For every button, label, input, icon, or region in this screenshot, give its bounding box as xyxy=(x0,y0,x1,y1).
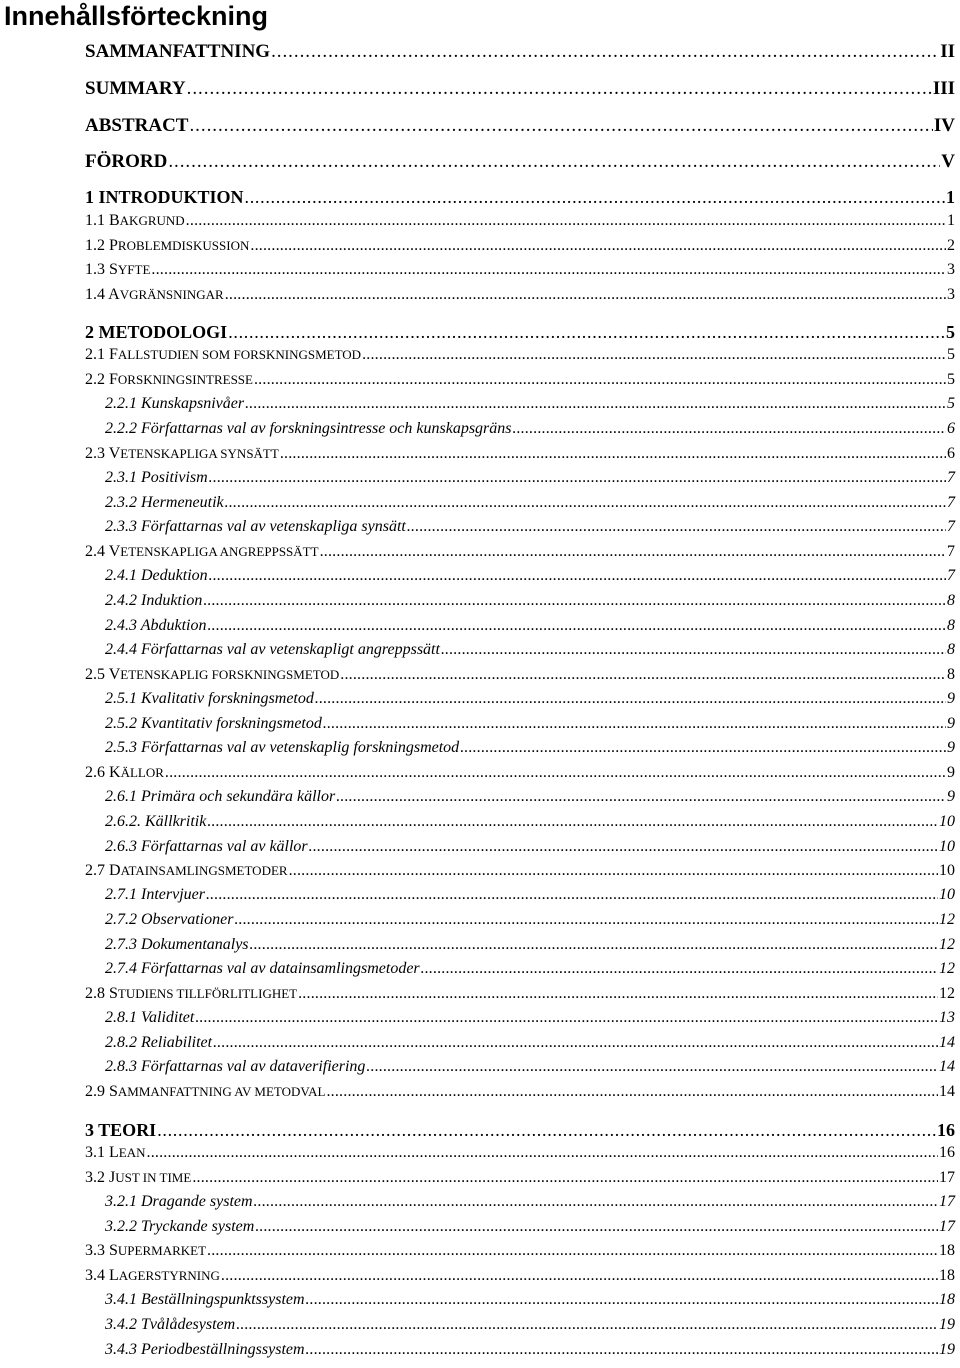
dot-leader xyxy=(225,286,946,302)
dot-leader xyxy=(255,1218,938,1234)
dot-leader xyxy=(366,1058,938,1074)
toc-entry[interactable] xyxy=(85,286,955,304)
dot-leader xyxy=(157,1120,936,1138)
toc-entry-page: 12 xyxy=(939,985,955,1002)
toc-entry-page: 16 xyxy=(937,1120,955,1140)
toc-entry-label xyxy=(105,567,208,585)
toc-entry-number-title: 2.7.3 Dokumentanalys xyxy=(105,936,249,953)
toc-entry-title-rest: ETENSKAPLIGA SYNSÄTT xyxy=(120,446,279,461)
toc-entry-label xyxy=(105,715,322,733)
toc-entry[interactable] xyxy=(85,115,955,137)
dot-leader xyxy=(320,543,946,559)
toc-entry[interactable] xyxy=(85,1169,955,1187)
dot-leader xyxy=(254,371,946,387)
dot-leader xyxy=(192,1169,938,1185)
toc-entry-label xyxy=(105,469,208,487)
toc-entry-number-title: 2.3.1 Positivism xyxy=(105,469,208,486)
toc-entry-label xyxy=(105,690,314,708)
toc-entry[interactable] xyxy=(105,641,955,659)
toc-entry-page: 17 xyxy=(939,1193,955,1210)
toc-entry[interactable] xyxy=(105,469,955,487)
dot-leader xyxy=(207,1242,938,1258)
toc-entry-label xyxy=(85,543,319,561)
toc-entry-page: 17 xyxy=(939,1218,955,1235)
toc-entry-page: 10 xyxy=(939,838,955,855)
toc-entry-title-rest: EAN xyxy=(118,1145,146,1160)
toc-entry-page: 12 xyxy=(939,960,955,977)
toc-entry-page: 18 xyxy=(939,1291,955,1308)
toc-entry-label xyxy=(85,187,244,208)
toc-entry[interactable] xyxy=(105,420,955,438)
toc-entry[interactable] xyxy=(105,567,955,585)
dot-leader xyxy=(245,395,946,411)
toc-entry-label xyxy=(105,813,206,831)
toc-entry[interactable] xyxy=(105,1316,955,1334)
dot-leader xyxy=(421,960,938,976)
toc-entry-number-title: 2.7.2 Observationer xyxy=(105,911,234,928)
toc-entry-page: 18 xyxy=(939,1267,955,1284)
toc-entry-number-title: 3.3 xyxy=(85,1242,109,1259)
toc-entry-title-rest: ÄLLOR xyxy=(120,765,164,780)
dot-leader xyxy=(213,1034,938,1050)
toc-entry-page: 10 xyxy=(939,862,955,879)
toc-entry-number-title: 2.6.1 Primära och sekundära källor xyxy=(105,788,336,805)
toc-entry[interactable] xyxy=(85,666,955,684)
dot-leader xyxy=(187,78,932,97)
toc-entry-number-title: 2.5 xyxy=(85,666,109,683)
dot-leader xyxy=(306,1341,938,1357)
toc-entry-label xyxy=(105,395,244,413)
toc-entry[interactable] xyxy=(85,445,955,463)
dot-leader xyxy=(165,764,946,780)
toc-entry-label xyxy=(105,1193,253,1211)
dot-leader xyxy=(250,936,938,952)
dot-leader xyxy=(207,617,946,633)
toc-entry-initial: S xyxy=(109,985,118,1002)
toc-entry-label xyxy=(105,592,202,610)
toc-entry-label xyxy=(85,237,249,255)
toc-entry-page: 14 xyxy=(939,1083,955,1100)
dot-leader xyxy=(234,911,938,927)
toc-entry-page: 18 xyxy=(939,1242,955,1259)
toc-entry[interactable] xyxy=(105,886,955,904)
toc-entry-page: 9 xyxy=(947,739,955,756)
toc-entry[interactable] xyxy=(85,212,955,230)
dot-leader xyxy=(407,518,946,534)
toc-entry[interactable] xyxy=(105,813,955,831)
toc-entry-number-title: 2.1 xyxy=(85,346,109,363)
toc-entry[interactable] xyxy=(105,715,955,733)
toc-entry-number-title: 2.2 xyxy=(85,371,109,388)
toc-entry-label xyxy=(85,1120,156,1141)
toc-entry-page: 8 xyxy=(947,666,955,683)
toc-entry-initial: S xyxy=(109,261,118,278)
toc-entry[interactable] xyxy=(105,592,955,610)
toc-entry-page: 13 xyxy=(939,1009,955,1026)
toc-entry-label xyxy=(85,666,339,684)
toc-entry-initial: P xyxy=(109,237,118,254)
dot-leader xyxy=(460,739,946,755)
dot-leader xyxy=(289,862,938,878)
toc-entry-title-rest: VGRÄNSNINGAR xyxy=(119,287,224,302)
toc-entry-label xyxy=(105,518,406,536)
toc-entry-initial: B xyxy=(109,212,120,229)
toc-entry-number-title: 2.8.2 Reliabilitet xyxy=(105,1034,213,1051)
toc-entry-label xyxy=(105,1316,235,1334)
toc-entry-number-title: 2.3 xyxy=(85,445,109,462)
toc-entry[interactable] xyxy=(105,1034,955,1052)
toc-entry-title-rest: AKGRUND xyxy=(119,213,185,228)
toc-entry-label xyxy=(85,1144,146,1162)
dot-leader xyxy=(168,151,940,170)
toc-entry-number-title: 2.4.1 Deduktion xyxy=(105,567,208,584)
toc-entry-page: 5 xyxy=(946,322,955,342)
toc-entry-title-rest: ETENSKAPLIGA ANGREPPSSÄTT xyxy=(120,544,319,559)
dot-leader xyxy=(186,212,946,228)
toc-entry[interactable] xyxy=(105,494,955,512)
toc-entry-page: 7 xyxy=(947,543,955,560)
dot-leader xyxy=(245,187,945,205)
dot-leader xyxy=(340,666,946,682)
toc-entry-page: 7 xyxy=(947,469,955,486)
toc-entry-initial: L xyxy=(109,1144,119,1161)
toc-entry-number-title: 2.7.1 Intervjuer xyxy=(105,886,205,903)
toc-entry-number-title: 3.1 xyxy=(85,1144,109,1161)
toc-entry-page: 12 xyxy=(939,911,955,928)
toc-entry-page: 19 xyxy=(939,1316,955,1333)
toc-entry-number-title: 2 METODOLOGI xyxy=(85,322,228,342)
toc-entry-number-title: 2.8.1 Validitet xyxy=(105,1009,195,1026)
toc-title: Innehållsförteckning xyxy=(4,1,269,31)
toc-entry-label xyxy=(105,936,249,954)
toc-entry[interactable] xyxy=(105,1058,955,1076)
toc-entry-label xyxy=(105,886,205,904)
toc-entry-number-title: 2.4.2 Induktion xyxy=(105,592,203,609)
toc-entry-number-title: 3.4.2 Tvålådesystem xyxy=(105,1316,236,1333)
toc-entry-label xyxy=(105,1291,305,1309)
toc-entry-label xyxy=(85,1242,206,1260)
toc-entry-number-title: 2.5.1 Kvalitativ forskningsmetod xyxy=(105,690,314,707)
toc-entry-label xyxy=(105,739,459,757)
dot-leader xyxy=(236,1316,938,1332)
toc-entry-label xyxy=(85,764,164,782)
toc-entry-title-rest: AMMANFATTNING AV METODVAL xyxy=(117,1084,326,1099)
toc-entry-page: 5 xyxy=(947,346,955,363)
dot-leader xyxy=(221,1267,938,1283)
toc-entry-label xyxy=(85,78,186,100)
toc-entry-page: 19 xyxy=(939,1341,955,1358)
toc-entry-number-title: 2.3.3 Författarnas val av vetenskapliga synsätt xyxy=(105,518,406,535)
toc-entry-page: 9 xyxy=(947,764,955,781)
toc-entry-title-rest: ALLSTUDIEN SOM FORSKNINGSMETOD xyxy=(117,347,362,362)
toc-entry-initial: V xyxy=(108,666,121,683)
toc-entry-label xyxy=(105,1058,365,1076)
dot-leader xyxy=(250,237,946,253)
dot-leader xyxy=(326,1083,938,1099)
toc-entry-title-rest: TUDIENS TILLFÖRLITLIGHET xyxy=(117,986,298,1001)
toc-entry-number-title: 1.2 xyxy=(85,237,109,254)
toc-entry-label xyxy=(85,862,288,880)
toc-entry-number-title: 3.2.1 Dragande system xyxy=(105,1193,253,1210)
toc-entry-number-title: 3.4.3 Periodbeställningssystem xyxy=(105,1341,305,1358)
toc-entry-label xyxy=(85,1083,325,1101)
toc-entry-page: 3 xyxy=(947,261,955,278)
toc-entry-page: 10 xyxy=(939,886,955,903)
toc-entry[interactable] xyxy=(105,1291,955,1309)
toc-entry-page: 8 xyxy=(947,617,955,634)
toc-entry[interactable] xyxy=(85,371,955,389)
toc-entry-initial: K xyxy=(109,764,121,781)
toc-entry[interactable] xyxy=(85,862,955,880)
toc-entry-title-rest: SAMMANFATTNING xyxy=(85,41,271,62)
dot-leader xyxy=(280,445,946,461)
toc-entry-label xyxy=(105,1218,254,1236)
toc-entry-page: 2 xyxy=(947,237,955,254)
toc-entry-number-title: 2.8 xyxy=(85,985,109,1002)
toc-entry-page: 1 xyxy=(947,212,955,229)
toc-entry-number-title: 2.3.2 Hermeneutik xyxy=(105,494,224,511)
toc-entry-page: 17 xyxy=(939,1169,955,1186)
toc-entry-number-title: 2.6.3 Författarnas val av källor xyxy=(105,838,308,855)
dot-leader xyxy=(298,985,938,1001)
dot-leader xyxy=(206,886,938,902)
toc-entry[interactable] xyxy=(85,543,955,561)
dot-leader xyxy=(309,838,938,854)
toc-entry-title-rest: ATAINSAMLINGSMETODER xyxy=(120,863,288,878)
toc-entry-initial: A xyxy=(108,286,120,303)
toc-entry-page: 14 xyxy=(939,1034,955,1051)
toc-entry-number-title: 2.6 xyxy=(85,764,109,781)
toc-entry-label xyxy=(105,494,224,512)
toc-entry[interactable] xyxy=(85,764,955,782)
toc-entry-number-title: 2.9 xyxy=(85,1083,109,1100)
toc-entry-initial: D xyxy=(109,862,121,879)
toc-entry-page: IV xyxy=(933,115,955,136)
dot-leader xyxy=(189,115,932,134)
toc-entry[interactable] xyxy=(85,1083,955,1101)
toc-entry[interactable] xyxy=(105,838,955,856)
dot-leader xyxy=(147,1144,939,1160)
toc-entry-number-title: 3 TEORI xyxy=(85,1120,157,1140)
dot-leader xyxy=(228,322,945,340)
toc-entry-number-title: 2.4.3 Abduktion xyxy=(105,617,207,634)
toc-entry-initial: J xyxy=(109,1169,116,1186)
toc-entry-page: 9 xyxy=(947,690,955,707)
toc-entry-title-rest: FÖRORD xyxy=(85,151,168,172)
toc-entry[interactable] xyxy=(85,1242,955,1260)
toc-entry-label xyxy=(85,115,188,137)
toc-entry-label xyxy=(105,838,308,856)
dot-leader xyxy=(336,788,946,804)
toc-entry-number-title: 2.6.2. Källkritik xyxy=(105,813,207,830)
toc-entry-title-rest: UPERMARKET xyxy=(117,1243,207,1258)
toc-entry-number-title: 3.4 xyxy=(85,1267,109,1284)
dot-leader xyxy=(209,469,946,485)
dot-leader xyxy=(203,592,946,608)
toc-entry-title-rest: YFTE xyxy=(117,262,151,277)
toc-entry-label xyxy=(105,1009,194,1027)
toc-entry-label xyxy=(105,1034,212,1052)
toc-entry-page: 16 xyxy=(939,1144,955,1161)
toc-entry-label xyxy=(105,641,440,659)
toc-entry-number-title: 2.2.2 Författarnas val av forskningsintresse och kunskapsgräns xyxy=(105,420,512,437)
toc-entry-page: 7 xyxy=(947,567,955,584)
dot-leader xyxy=(513,420,947,436)
toc-entry-title-rest: ROBLEMDISKUSSION xyxy=(117,238,250,253)
toc-entry-number-title: 2.7 xyxy=(85,862,109,879)
toc-entry-label xyxy=(85,346,361,364)
toc-entry-initial: L xyxy=(109,1267,119,1284)
toc-entry-label xyxy=(105,960,420,978)
dot-leader xyxy=(315,690,946,706)
toc-entry[interactable] xyxy=(105,960,955,978)
toc-entry-number-title: 2.5.3 Författarnas val av vetenskaplig forskningsmetod xyxy=(105,739,460,756)
toc-entry-page: 14 xyxy=(939,1058,955,1075)
toc-entry[interactable] xyxy=(85,237,955,255)
toc-entry-number-title: 1 INTRODUKTION xyxy=(85,187,244,207)
toc-entry-page: 9 xyxy=(947,788,955,805)
toc-entry-page: 3 xyxy=(947,286,955,303)
toc-entry-title-rest: ORSKNINGSINTRESSE xyxy=(117,372,253,387)
toc-entry-page: 6 xyxy=(947,445,955,462)
toc-entry-number-title: 3.2 xyxy=(85,1169,109,1186)
toc-entry[interactable] xyxy=(105,911,955,929)
dot-leader xyxy=(306,1291,938,1307)
toc-entry-page: III xyxy=(932,78,955,99)
toc-entry-label xyxy=(85,445,279,463)
dot-leader xyxy=(151,261,946,277)
toc-entry[interactable] xyxy=(85,322,955,343)
dot-leader xyxy=(254,1193,938,1209)
dot-leader xyxy=(362,346,946,362)
toc-entry-title-rest: AGERSTYRNING xyxy=(118,1268,220,1283)
toc-entry-page: 10 xyxy=(939,813,955,830)
toc-entry-number-title: 2.4.4 Författarnas val av vetenskapligt angreppssätt xyxy=(105,641,440,658)
toc-entry[interactable] xyxy=(85,346,955,364)
toc-entry-label xyxy=(85,212,185,230)
toc-entry-label xyxy=(85,985,297,1003)
toc-entry[interactable] xyxy=(105,395,955,413)
toc-entry[interactable] xyxy=(105,518,955,536)
dot-leader xyxy=(209,567,946,583)
toc-entry[interactable] xyxy=(105,617,955,635)
toc-entry-label xyxy=(85,151,167,173)
toc-entry-page: II xyxy=(940,41,955,62)
toc-entry-initial: F xyxy=(109,371,118,388)
toc-entry-label xyxy=(105,420,512,438)
toc-entry-number-title: 2.2.1 Kunskapsnivåer xyxy=(105,395,245,412)
toc-entry[interactable] xyxy=(85,1120,955,1141)
toc-entry-initial: S xyxy=(109,1083,118,1100)
toc-entry-number-title: 1.3 xyxy=(85,261,109,278)
dot-leader xyxy=(195,1009,938,1025)
toc-entry-label xyxy=(105,788,335,806)
toc-entry[interactable] xyxy=(85,1144,955,1162)
toc-entry-number-title: 2.4 xyxy=(85,543,109,560)
toc-entry-number-title: 1.1 xyxy=(85,212,109,229)
toc-entry-title-rest: SUMMARY xyxy=(85,78,186,99)
toc-entry[interactable] xyxy=(105,1009,955,1027)
toc-entry-page: 5 xyxy=(947,395,955,412)
toc-entry-label xyxy=(85,371,253,389)
toc-entry-page: 7 xyxy=(947,494,955,511)
toc-entry-initial: S xyxy=(109,1242,118,1259)
toc-entry-page: 8 xyxy=(947,592,955,609)
toc-entry-label xyxy=(105,1341,305,1359)
toc-entry[interactable] xyxy=(105,1341,955,1359)
toc-entry-page: 1 xyxy=(946,187,955,207)
toc-entry-label xyxy=(105,911,233,929)
toc-entry-page: 7 xyxy=(947,518,955,535)
toc-entry-title-rest: ETENSKAPLIG FORSKNINGSMETOD xyxy=(120,667,340,682)
toc-entry-page: 6 xyxy=(947,420,955,437)
toc-entry-number-title: 2.7.4 Författarnas val av datainsamlingsmetoder xyxy=(105,960,420,977)
dot-leader xyxy=(441,641,946,657)
toc-entry-number-title: 2.8.3 Författarnas val av dataverifiering xyxy=(105,1058,366,1075)
toc-entry[interactable] xyxy=(105,739,955,757)
dot-leader xyxy=(207,813,938,829)
toc-entry-initial: V xyxy=(108,543,121,560)
toc-entry[interactable] xyxy=(85,1267,955,1285)
dot-leader xyxy=(225,494,946,510)
toc-entry[interactable] xyxy=(85,78,955,100)
toc-entry-page: 12 xyxy=(939,936,955,953)
toc-entry-page: V xyxy=(941,151,955,172)
toc-entry[interactable] xyxy=(105,1218,955,1236)
toc-entry-initial: V xyxy=(108,445,121,462)
toc-entry[interactable] xyxy=(85,151,955,173)
toc-entry[interactable] xyxy=(85,261,955,279)
toc-entry-label xyxy=(85,1169,191,1187)
toc-entry-label xyxy=(85,322,227,343)
toc-entry-label xyxy=(85,1267,220,1285)
toc-entry-number-title: 3.2.2 Tryckande system xyxy=(105,1218,255,1235)
toc-entry-label xyxy=(85,41,270,63)
toc-entry-label xyxy=(105,617,206,635)
toc-entry[interactable] xyxy=(105,1193,955,1211)
toc-entry[interactable] xyxy=(85,187,955,208)
toc-entry-label xyxy=(85,286,224,304)
toc-entry-title-rest: UST IN TIME xyxy=(115,1170,192,1185)
toc-entry-number-title: 3.4.1 Beställningspunktssystem xyxy=(105,1291,305,1308)
toc-entry[interactable] xyxy=(105,788,955,806)
toc-entry-page: 8 xyxy=(947,641,955,658)
dot-leader xyxy=(271,41,939,60)
toc-entry-label xyxy=(85,261,150,279)
toc-entry-initial: F xyxy=(109,346,118,363)
toc-entry-number-title: 1.4 xyxy=(85,286,109,303)
toc-entry[interactable] xyxy=(105,936,955,954)
dot-leader xyxy=(323,715,946,731)
toc-entry[interactable] xyxy=(85,41,955,63)
toc-entry-title-rest: ABSTRACT xyxy=(85,115,189,136)
toc-entry[interactable] xyxy=(105,690,955,708)
toc-entry[interactable] xyxy=(85,985,955,1003)
toc-entry-page: 9 xyxy=(947,715,955,732)
toc-entry-number-title: 2.5.2 Kvantitativ forskningsmetod xyxy=(105,715,322,732)
toc-entry-page: 5 xyxy=(947,371,955,388)
